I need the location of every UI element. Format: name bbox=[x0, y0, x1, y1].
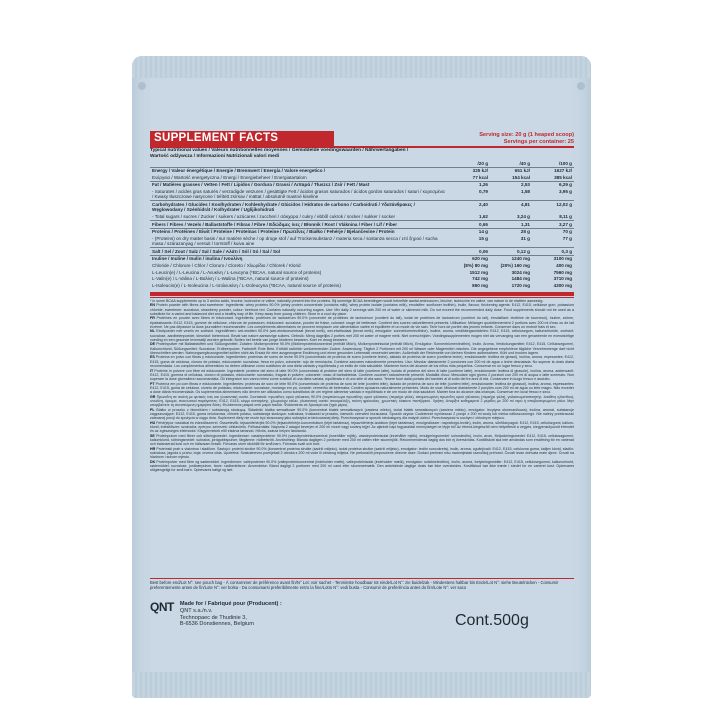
manufacturer-info bbox=[180, 601, 282, 628]
language-code: FR bbox=[150, 316, 155, 321]
nutrient-value: 77 g bbox=[562, 235, 572, 241]
qnt-logo: QNT bbox=[150, 600, 174, 614]
nutrition-row bbox=[150, 255, 574, 262]
nutrient-value: (20%) 160 mg bbox=[500, 262, 530, 268]
nutrient-value: 400 mg bbox=[556, 262, 572, 268]
servings-per-container: Servings per container: 25 bbox=[503, 138, 574, 145]
ingredient-paragraph bbox=[150, 421, 574, 434]
nutrition-row bbox=[150, 262, 574, 269]
language-code: DE bbox=[150, 342, 155, 347]
nutrition-row bbox=[150, 235, 574, 248]
ingredient-text: Eiwitpoeder met vezels en zoetstof. Ingrediënten: wei-eiwitten 90.0% (wei-eiwitconcentraat (bevat melk), wei-eiwitisolaat (bevat melk), emulgator: zonnebloemlecithine), inuline, aroma, verdikkingsmiddelen: E412, E415, cellulosegom, kaliumchloride, zoetstof: sucralose, aardbeienpoeder, kleurstof: bietenrood. Bevat van nature aanwezige suikers. Gebruik: Meng dagelijks 2 porties met 200 ml water of magere melk. Niet overschrijden. Voedingssupplementen mogen niet als vervanging van een gevarieerde en evenwichtige voeding en een gezonde levensstijl worden gebruikt. Buiten het bereik van jonge kinderen bewaren. Koel en droog bewaren. bbox=[150, 329, 574, 343]
nutrient-label: L-Isoleucin(e) / L-Isoleucina / L-Ισολευκίνη / L-Izoleucyna (*BCAA, natural source of proteins) bbox=[152, 282, 341, 288]
column-header-label bbox=[150, 160, 448, 167]
serving-info bbox=[479, 132, 574, 145]
nutrient-value: 4,81 bbox=[490, 201, 532, 214]
nutrient-value: 1720 mg bbox=[511, 282, 530, 288]
nutrient-value: 325 kJ/ bbox=[448, 167, 490, 174]
ingredient-paragraph bbox=[150, 316, 574, 329]
tear-notch-left bbox=[138, 82, 146, 90]
language-code: PT bbox=[150, 381, 155, 386]
footnote: * in some BCAA supplements up to 3 amino acids, leucine, isoleucine or valine, naturally present into the proteins. Bij sommige BCAA-bereidingen wordt hetzelfde aantal aminozuren, leucine, isoleucine en valine, van nature in de eiwitten aanwezig. bbox=[150, 299, 544, 303]
nutrient-label: Fat / Matières grasses / Vetten / Fett / Lipidos / Gordura / Grassi / Λιπαρά / Tłuszcz / Zsír / Fett / Mast bbox=[150, 181, 448, 188]
nutrition-row bbox=[150, 248, 574, 256]
column-header: /100 g bbox=[558, 160, 572, 166]
nutrient-label: Energy / Valeur énergétique / Energie / Brennwert / Energía / Valore energetico / bbox=[150, 167, 448, 174]
language-code: HU bbox=[150, 420, 156, 425]
table-end-bar bbox=[150, 292, 574, 296]
language-code: NL bbox=[150, 329, 155, 334]
nutrient-value: 70 g bbox=[532, 228, 574, 235]
nutrient-label: Proteins / Protéines / Eiwit / Proteine / Proteínas / Proteine / Πρωτεΐνες / Białko / Fehérje / Bjelančevine / Protein bbox=[150, 228, 448, 235]
values-subheading bbox=[150, 148, 574, 160]
nutrient-value: 3,24 g bbox=[516, 213, 530, 219]
subheading-line-2: Wartość odżywcza / Informazioni Nutrizionali valori medi bbox=[150, 154, 280, 159]
language-code: HR bbox=[150, 446, 156, 451]
supplement-facts-title: SUPPLEMENT FACTS bbox=[150, 131, 334, 146]
supplement-facts-header bbox=[150, 131, 574, 146]
nutrient-label: L-Leucin(e) / L-Leucina / L-Λευκίνη / L-Leucyna (*BCAA, natural source of proteins) bbox=[152, 269, 322, 275]
nutrient-value: 4300 mg bbox=[553, 282, 572, 288]
nutrient-value: 1627 kJ/ bbox=[532, 167, 574, 174]
ingredient-paragraph bbox=[150, 447, 574, 460]
column-header-row bbox=[150, 160, 574, 167]
company-name: QNT s.a./n.v. bbox=[179, 607, 213, 614]
language-code: GR bbox=[150, 394, 156, 399]
ingredient-paragraph bbox=[150, 369, 574, 382]
nutrient-label: - (Proteins) on dry matter basis / sur matière sèche / op droge stof / auf Trockensubstanz / materia seca / sostanza secca / επί ξηρού / sucha masa / szárazanyag / versuit / torrstoff / kuiva aine bbox=[152, 235, 438, 247]
nutrient-value: 14 g bbox=[448, 228, 490, 235]
nutrient-value: 1484 mg bbox=[511, 276, 530, 282]
nutrient-value: 620 mg bbox=[448, 255, 490, 262]
best-before-text: Best before end/Lot N°: see pouch bag - À consommer de préférence avant fin/N° Lot: voir sachet - Tenminste houdbaar tot einde/Lot N°: zie buidelzak - Mindestens haltbar bis Ende/Lot N°: siehe Beutelrücken - Consumir preferentemente antes de fin/Lote N°: ver bolsa - Da consumarsi preferibilmente entro la fine/Lotto N°: vedi busta - Consumir de preferência antes do fim/Lote N°: ver saco bbox=[150, 580, 559, 590]
nutrient-label: - Saturates / acides gras saturés / verzadigde vetzuren / gesättigte Fett / ácidos grasos saturados / ácidos gordos saturados / saturi / κορεσμένα / Kwasy tłuszczowe nasycone / telített zsírsav / mättat / absolutně mastné kiseline bbox=[152, 188, 445, 200]
nutrient-value: 3,27 g bbox=[532, 220, 574, 228]
nutrient-value: 31 g bbox=[520, 235, 530, 241]
nutrient-value: 2,53 bbox=[490, 181, 532, 188]
nutrition-row bbox=[150, 228, 574, 235]
nutrient-value: 3100 mg bbox=[532, 255, 574, 262]
nutrient-value: 0,06 bbox=[448, 248, 490, 256]
nutrient-label: Chloride / Chlorure / Chlor / Cloruro / Cloreto / Χλωρίδιο / Chlorek / Klorid bbox=[152, 262, 301, 268]
language-code: EN bbox=[150, 303, 155, 308]
ingredient-text: Proteína en polvo con fibras y edulcorante. Ingredientes: proteínas de suero de leche 90.0% (concentrado de proteína de suero (contiene leche), aislado de proteína de suero (contiene leche), emulsionante: lecitina de girasol), inulina, aroma, espesantes: E412, E415, goma de celulosa, cloruro de potasio, edulcorante: sucralosa, fresa en polvo, colorante: rojo de remolacha. Contiene azúcares naturalmente presentes. Uso: Mezclar diariamente 2 porciones con 200 ml de agua o leche desnatada. No superar la dosis diaria recomendada. Los complementos alimenticios no deben utilizarse como sustitutos de una dieta variada y equilibrada y un estilo de vida saludable. Mantener fuera del alcance de los niños más pequeños. Conservar en un lugar fresco y seco. bbox=[150, 355, 574, 369]
nutrient-label: Ενέργεια / Wartość energetyczna / Energi / Energiebeheer / Energiatartalom bbox=[152, 174, 307, 180]
language-code: PL bbox=[150, 407, 155, 412]
nutrition-row bbox=[150, 220, 574, 228]
ingredient-text: Fehérjepor rostokkal és édesítőszerrel. Összetevők: tejsavófehérjék 90.0% (tejsavófehérje-koncentrátum (tejet tartalmaz), tejsavófehérje-izolátum (tejet tartalmaz), emulgeálószer: napraforgó-lecitin), inulin, aroma, sűrítőanyagok: E412, E415, cellulózgumi, kálium-klorid, édesítőszer: szukralóz, eperpor, színezék: céklavörös. Felhasználás: Naponta 2 adagot keverjen el 200 ml vízzel vagy sovány tejjel. Az ajánlott napi fogyasztási mennyiséget ne lépje túl! Az étrend-kiegészítő nem helyettesíti a vegyes, kiegyensúlyozott étrendet és az egészséges életmódot. Kisgyermekek elől elzárva tartandó. Hűvös, száraz helyen tárolandó. bbox=[150, 420, 574, 434]
nutrient-value: 3710 mg bbox=[553, 276, 572, 282]
column-header: /40 g bbox=[519, 160, 530, 166]
nutrition-row bbox=[150, 213, 574, 220]
made-for-label: Made for / Fabriqué pour (Producent) : bbox=[179, 601, 282, 607]
nutrient-value: 28 g bbox=[490, 228, 532, 235]
serving-size: Serving size: 20 g (1 heaped scoop) bbox=[479, 132, 574, 138]
ingredient-text: Proteine in polvere con fibre ed edulcorante. Ingredienti: proteine del siero di latte 90.0% (concentrato di proteine del siero di latte (contiene latte), isolato di proteine del siero di latte (contiene latte), emulsionante: lecitina di girasole), inulina, aroma, addensanti: E412, E415, gomma di cellulosa, cloruro di potassio, edulcorante: sucralosio, fragola in polvere, colorante: rosso di barbabietola. Contiene zuccheri naturalmente presenti. Modalità d'uso: Mescolare ogni giorno 2 porzioni con 200 ml di acqua o latte scremato. Non superare la dose giornaliera raccomandata. Gli integratori non vanno intesi come sostituti di una dieta variata, equilibrata e di uno stile di vita sano. Tenere fuori dalla portata dei bambini al di sotto dei tre anni di età. Conservare in luogo fresco e asciutto. bbox=[150, 368, 574, 382]
nutrition-row bbox=[150, 201, 574, 214]
ingredient-paragraph bbox=[150, 434, 574, 447]
nutrition-row bbox=[150, 276, 574, 283]
language-code: DK bbox=[150, 459, 156, 464]
ingredient-text: Proteinpulver med fibrer och sötningsmedel. Ingredienser: vassleproteiner 90.0% (vassleproteinkoncentrat (innehåller mjölk), vassleproteinisolat (innehåller mjölk), emulgeringsmedel: solroslecitin), inulin, arom, förtjockningsmedel: E412, E415, cellulosagummi, kaliumklorid, sötningsmedel: sukralos, jordgubbspulver, färgämne: rödbetsrött. Användning: Blanda dagligen 2 portioner med 200 ml vatten eller skummjölk. Rekommenderad daglig dos bör ej överskridas. Kosttillskott ska inte användas som ersättning för en varierad och balanserad kost och en hälsosam livsstil. Förvaras utom räckhåll för små barn. Förvaras svalt och torrt. bbox=[150, 433, 574, 447]
nutrient-label: L-Valin(e) / L-Valina / L-Βαλίνη / L-Walina (*BCAA, natural source of proteins) bbox=[152, 276, 309, 282]
ingredient-text: Proteinpulver mit Ballaststoffen und Süßungsmittel. Zutaten: Molkenproteine 90.0% (Molkenproteinkonzentrat (enthält Milch), Molkenproteinisolat (enthält Milch), Emulgator: Sonnenblumenlecithin), Inulin, Aroma, Verdickungsmittel: E412, E415, Cellulosegummi, Kaliumchlorid, Süßungsmittel: Sucralose, Erdbeerpulver, Farbstoff: Rote Bete. Enthält natürlich vorkommenden Zucker. Anwendung: Täglich 2 Portionen mit 200 ml Wasser oder Magermilch mischen. Die angegebene empfohlene tägliche Verzehrsmenge darf nicht überschritten werden. Nahrungsergänzungsmittel sollten nicht als Ersatz für eine ausgewogene Ernährung und einen gesunden Lebensstil verwendet werden. Außerhalb der Reichweite von kleinen Kindern aufbewahren. Kühl und trocken lagern. bbox=[150, 342, 574, 356]
bottom-seal bbox=[132, 672, 591, 698]
ingredients-end-rule bbox=[150, 578, 574, 579]
nutrient-value: 6,29 g bbox=[532, 181, 574, 188]
ingredient-text: Proteinski prah s vlaknima i sladilom. Sastojci: proteini sirutke 90.0% (koncentrat proteina sirutke (sadrži mlijeko), izolat proteina sirutke (sadrži mlijeko), emulgator: lecitin suncokreta), inulin, aroma, zgušnjivači: E412, E415, celulozna guma, kalijev klorid, sladilo: sukraloza, jagoda u prahu, boja: crvena cikla. Upotreba: Svakodnevno pomiješati 2 obroka s 200 ml vode ili obranog mlijeka. Ne prekoračiti preporučene dnevne doze. Dodaci prehrani nisu nadomjestak raznolikoj prehrani. Čuvati izvan dohvata male djece. Čuvati na hladnom i suhom mjestu. bbox=[150, 446, 574, 460]
language-code: SE bbox=[150, 433, 155, 438]
ingredient-paragraph bbox=[150, 408, 574, 421]
nutrition-table bbox=[150, 160, 574, 289]
nutrient-value: 860 mg bbox=[472, 282, 488, 288]
ingredient-paragraph bbox=[150, 342, 574, 355]
nutrient-value: 77 kcal bbox=[472, 174, 488, 180]
nutrient-label: Salt / Sel / Zout / Salz / Sal / Sale / Αλάτι / Sól / Só / Sal / Sol bbox=[150, 248, 448, 256]
nutrient-value: (8%) 80 mg bbox=[463, 262, 488, 268]
ingredient-paragraph bbox=[150, 329, 574, 342]
nutrition-row bbox=[150, 282, 574, 289]
nutrient-value: 0,79 bbox=[479, 188, 488, 194]
nutrient-value: 742 mg bbox=[472, 276, 488, 282]
ingredient-paragraph bbox=[150, 303, 574, 316]
nutrient-label: - Total sugars / sucres / Zucker / suikers / azúcares / zuccheri / σάκχαρα / cukry / ebből cukrok / socker / sukker / socker bbox=[152, 213, 396, 219]
nutrient-value: 3,95 g bbox=[558, 188, 572, 194]
nutrient-value: 3024 mg bbox=[511, 269, 530, 275]
nutrient-label: Inuline / Inuline / Inulin / inulina / Ινουλίνη bbox=[150, 255, 448, 262]
nutrient-label: Carbohydrates / Glucides / Koolhydraten / Kohlenhydrate / Glúcidos / Hidratos de carbono / Carboidrati / Υδατάνθρακες / Węglowodany / Szénhidrát / Kolhydrater / Uglijikohidrati bbox=[150, 201, 448, 214]
nutrition-row bbox=[150, 174, 574, 181]
nutrient-value: 0,65 bbox=[448, 220, 490, 228]
ingredient-paragraph bbox=[150, 460, 574, 473]
ingredient-text: Πρωτεΐνη σε σκόνη με φυτικές ίνες και γλυκαντική ουσία. Συστατικά: πρωτεΐνες ορού γάλακτος 90.0% (συμπύκνωμα πρωτεΐνης ορού γάλακτος (περιέχει γάλα), απομονωμένη πρωτεΐνη ορού γάλακτος (περιέχει γάλα), γαλακτωματοποιητής: λεκιθίνη ηλίανθου), ινουλίνη, άρωμα, πυκνωτικοί παράγοντες: E412, E415, κόμμι κυτταρίνης, χλωριούχο κάλιο, γλυκαντική ουσία: σουκραλόζη, σκόνη φράουλας, χρωστική: κόκκινο παντζαριού. Χρήση: Αναμίξτε καθημερινά 2 μερίδες με 200 ml νερό ή αποβουτυρωμένο γάλα. Μην υπερβαίνετε τη συνιστώμενη ημερήσια δόση. Φυλάσσεται μακριά από μικρά παιδιά. Φυλάσσεται σε δροσερό και ξηρό μέρος. bbox=[150, 394, 574, 408]
nutrition-row bbox=[150, 181, 574, 188]
net-weight: Cont.500g bbox=[455, 612, 529, 629]
nutrient-value: 1,58 bbox=[521, 188, 530, 194]
top-seal bbox=[132, 56, 591, 78]
ingredients-block bbox=[150, 299, 574, 579]
subheading-line-1: Typical nutritional values / Valeurs nutritionnelles moyennes / Gemiddelde voedingswaarden / Nährwertangaben / bbox=[150, 148, 409, 153]
tear-notch-right bbox=[577, 82, 585, 90]
ingredient-text: Protein powder with fibres and sweetener. Ingredients: whey proteins 90.0% (whey protein concentrate (contains milk), whey protein isolate (contains milk), emulsifier: sunflower lecithin), inulin, flavour, thickening agents: E412, E415, cellulose gum, potassium chloride, sweetener: sucralose, strawberry powder, colour: beetroot red. Contains naturally occurring sugars. Use: Mix daily 2 servings with 200 ml of water or skimmed milk. Do not exceed the recommended daily dose. Food supplements should not be used as a substitute for a varied and balanced diet and a healthy way of life. Keep away from young children. Store in a cool dry place. bbox=[150, 303, 574, 317]
nutrition-table-body bbox=[150, 160, 574, 289]
nutrient-value: 651 kJ/ bbox=[490, 167, 532, 174]
nutrient-value: 1,62 bbox=[479, 213, 488, 219]
language-code: IT bbox=[150, 368, 154, 373]
nutrient-value: 1240 mg bbox=[490, 255, 532, 262]
nutrient-value: 1,26 bbox=[448, 181, 490, 188]
ingredient-text: Proteinpulver med fibre og sødemiddel. Ingredienser: valleproteiner 90.0% (valleproteinkoncentrat (indeholder mælk), valleproteinisolat (indeholder mælk), emulgator: solsikkelecithin), inulin, aroma, fortykningsmidler: E412, E415, cellulosegummi, kaliumchlorid, sødemiddel: sucralose, jordbærpulver, farve: rødbedefarve. Anvendelse: Bland dagligt 2 portioner med 200 ml vand eller skummetmælk. Den anbefalede daglige dosis bør ikke overskrides. Kosttilskud bør ikke træde i stedet for en varieret kost. Opbevares utilgængeligt for små børn. Opbevares køligt og tørt. bbox=[150, 459, 574, 473]
address-line-1: Technopaec de Thudinie 3, bbox=[179, 614, 247, 621]
nutrition-row bbox=[150, 269, 574, 276]
column-header: /20 g bbox=[477, 160, 488, 166]
nutrient-value: 7560 mg bbox=[553, 269, 572, 275]
ingredient-text: Protéines en poudre avec fibres et édulcorant. Ingrédients: protéines de lactosérum 90.0% (concentré de protéines de lactosérum (contient du lait), isolat de protéines de lactosérum (contient du lait), émulsifiant: lécithine de tournesol), inuline, arôme, épaississants: E412, E415, gomme de cellulose, chlorure de potassium, édulcorant: sucralose, poudre de fraise, colorant: rouge de betterave. Contient des sucres naturellement présents. Utilisation: Mélanger quotidiennement 2 portions avec 200 ml d'eau ou de lait écrémé. Ne pas dépasser la dose journalière recommandée. Les compléments alimentaires ne peuvent remplacer une alimentation variée et équilibrée et un mode de vie sain. Tenir hors de portée des jeunes enfants. Conserver dans un endroit frais et sec. bbox=[150, 316, 574, 330]
nutrient-value: 0,3 g bbox=[532, 248, 574, 256]
footnote-rule bbox=[150, 297, 574, 298]
nutrient-value: 1,31 bbox=[490, 220, 532, 228]
ingredient-paragraph bbox=[150, 382, 574, 395]
nutrition-row bbox=[150, 167, 574, 174]
language-code: ES bbox=[150, 355, 155, 360]
nutrient-value: 15 g bbox=[478, 235, 488, 241]
ingredient-paragraph bbox=[150, 395, 574, 408]
brand-block bbox=[150, 601, 282, 628]
nutrient-value: 2,40 bbox=[448, 201, 490, 214]
ingredient-text: Białko w proszku z błonnikiem i substancją słodzącą. Składniki: białka serwatkowe 90.0% (koncentrat białek serwatkowych (zawiera mleko), izolat białek serwatkowych (zawiera mleko), emulgator: lecytyna słonecznikowa), inulina, aromat, substancje zagęszczające: E412, E415, guma celulozowa, chlorek potasu, substancja słodząca: sukraloza, truskawki w proszku, barwnik: czerwień buraczana. Sposób użycia: Codziennie wymieszać 2 porcje z 200 ml wody lub mleka odtłuszczonego. Nie należy przekraczać zalecanej porcji do spożycia w ciągu dnia. Suplement diety nie może być stosowany jako substytut zróżnicowanej diety. Przechowywać w sposób niedostępny dla małych dzieci. Przechowywać w suchym i chłodnym miejscu. bbox=[150, 407, 574, 421]
nutrient-value: 154 kcal bbox=[512, 174, 530, 180]
nutrient-value: 385 kcal bbox=[554, 174, 572, 180]
nutrient-value: 0,12 g bbox=[490, 248, 532, 256]
nutrient-value: 12,02 g bbox=[532, 201, 574, 214]
nutrient-value: 1512 mg bbox=[469, 269, 488, 275]
ingredient-text: Proteína em pó com fibras e edulcorante. Ingredientes: proteínas de soro de leite 90.0% (concentrado de proteína de soro de leite (contém leite), isolado de proteína de soro de leite (contém leite), emulsionante: lecitina de girassol), inulina, aroma, espessantes: E412, E415, goma de celulose, cloreto de potássio, edulcorante: sucralose, morango em pó, corante: vermelho de beterraba. Contém açúcares naturalmente presentes. Modo de usar: Misturar diariamente 2 porções com 200 ml de água ou leite magro. Não exceder a dose diária recomendada. Os suplementos alimentares não devem ser utilizados como substitutos de um regime alimentar variado e equilibrado e de um modo de vida saudável. Manter fora do alcance das crianças. Conservar em local fresco e seco. bbox=[150, 381, 574, 395]
nutrition-row bbox=[150, 188, 574, 201]
nutrient-label: Fibers / Fibres / Vezels / Ballaststoffe / Fibras / Fibre / Εδώδιμες ίνες / Błonnik / Rost / Vláknina / Fiber / Líf / Fiber bbox=[150, 220, 448, 228]
nutrient-value: 8,11 g bbox=[559, 213, 572, 219]
address-line-2: B-6536 Donstiennes, Belgium bbox=[179, 621, 254, 628]
ingredient-paragraph bbox=[150, 355, 574, 368]
